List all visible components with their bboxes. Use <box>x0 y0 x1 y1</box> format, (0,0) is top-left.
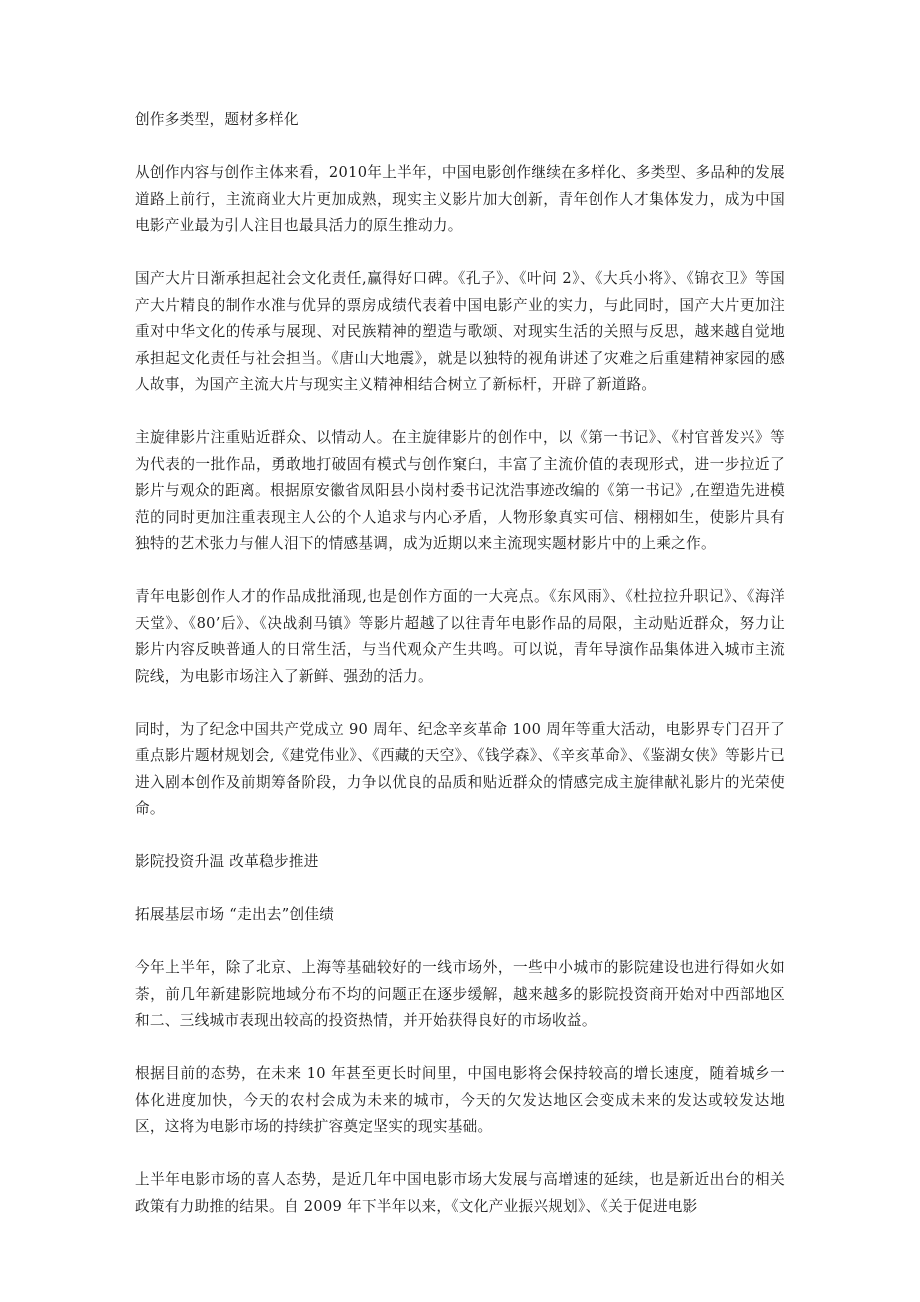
paragraph: 今年上半年，除了北京、上海等基础较好的一线市场外，一些中小城市的影院建设也进行得如火如荼，前几年新建影院地域分布不均的问题正在逐步缓解，越来越多的影院投资商开始对中西部地区和二、三线城市表现出较高的投资热情，并开始获得良好的市场收益。 <box>135 959 785 1029</box>
section-heading: 拓展基层市场 “走出去”创佳绩 <box>135 906 335 923</box>
section-heading: 创作多类型，题材多样化 <box>135 111 299 128</box>
paragraph: 青年电影创作人才的作品成批涌现,也是创作方面的一大亮点。《东风雨》、《杜拉拉升职记》、《海洋天堂》、《80’后》、《决战刹马镇》等影片超越了以往青年电影作品的局限，主动贴近群众，努力让影片内容反映普通人的日常生活，与当代观众产生共鸣。可以说，青年导演作品集体进入城市主流院线，为电影市场注入了新鲜、强劲的活力。 <box>135 588 785 685</box>
paragraph: 根据目前的态势，在未来 10 年甚至更长时间里，中国电影将会保持较高的增长速度，随着城乡一体化进度加快，今天的农村会成为未来的城市，今天的欠发达地区会变成未来的发达或较发达地区，这将为电影市场的持续扩容奠定坚实的现实基础。 <box>135 1065 785 1135</box>
section-heading: 影院投资升温 改革稳步推进 <box>135 853 319 870</box>
document-body <box>135 107 785 1247</box>
paragraph: 同时，为了纪念中国共产党成立 90 周年、纪念辛亥革命 100 周年等重大活动，电影界专门召开了重点影片题材规划会,《建党伟业》、《西藏的天空》、《钱学森》、《辛亥革命》、《鉴湖女侠》等影片已进入剧本创作及前期筹备阶段，力争以优良的品质和贴近群众的情感完成主旋律献礼影片的光荣使命。 <box>135 720 785 817</box>
paragraph: 主旋律影片注重贴近群众、以情动人。在主旋律影片的创作中，以《第一书记》、《村官普发兴》等为代表的一批作品，勇敢地打破固有模式与创作窠臼，丰富了主流价值的表现形式，进一步拉近了影片与观众的距离。根据原安徽省凤阳县小岗村委书记沈浩事迹改编的《第一书记》,在塑造先进模范的同时更加注重表现主人公的个人追求与内心矛盾，人物形象真实可信、栩栩如生，使影片具有独特的艺术张力与催人泪下的情感基调，成为近期以来主流现实题材影片中的上乘之作。 <box>135 429 785 552</box>
paragraph: 国产大片日渐承担起社会文化责任,赢得好口碑。《孔子》、《叶问 2》、《大兵小将》、《锦衣卫》等国产大片精良的制作水准与优异的票房成绩代表着中国电影产业的实力，与此同时，国产大片更加注重对中华文化的传承与展现、对民族精神的塑造与歌颂、对现实生活的关照与反思，越来越自觉地承担起文化责任与社会担当。《唐山大地震》，就是以独特的视角讲述了灾难之后重建精神家园的感人故事，为国产主流大片与现实主义精神相结合树立了新标杆，开辟了新道路。 <box>135 270 785 393</box>
paragraph: 上半年电影市场的喜人态势，是近几年中国电影市场大发展与高增速的延续，也是新近出台的相关政策有力助推的结果。自 2009 年下半年以来，《文化产业振兴规划》、《关于促进电影 <box>135 1171 785 1215</box>
paragraph: 从创作内容与创作主体来看，2010年上半年，中国电影创作继续在多样化、多类型、多品种的发展道路上前行，主流商业大片更加成熟，现实主义影片加大创新，青年创作人才集体发力，成为中国电影产业最为引人注目也最具活力的原生推动力。 <box>135 164 785 234</box>
